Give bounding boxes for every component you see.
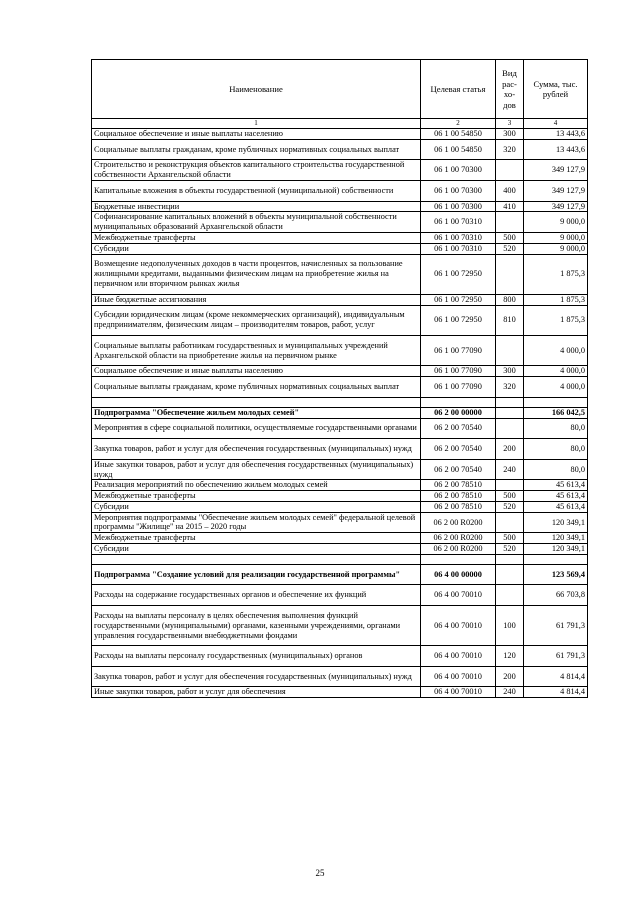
- row-sum-cell: 4 814,4: [524, 687, 588, 698]
- row-name-cell: Субсидии юридическим лицам (кроме некоммерческих организаций), индивидуальным предпринимателям, физическим лицам – производителям товаров, работ, услуг: [92, 305, 421, 335]
- row-code-cell: 06 2 00 78510: [421, 501, 496, 512]
- column-number: 3: [496, 119, 524, 129]
- row-sum-cell: 349 127,9: [524, 160, 588, 181]
- row-name-cell: Социальное обеспечение и иные выплаты населению: [92, 366, 421, 377]
- table-row: [92, 491, 588, 502]
- row-type-cell: [496, 480, 524, 491]
- row-code-cell: 06 1 00 54850: [421, 129, 496, 140]
- row-sum-cell: 1 875,3: [524, 294, 588, 305]
- row-code-cell: 06 2 00 70540: [421, 459, 496, 480]
- row-name-cell: Закупка товаров, работ и услуг для обеспечения государственных (муниципальных) нужд: [92, 666, 421, 687]
- table-row: [92, 377, 588, 398]
- row-name-cell: Социальное обеспечение и иные выплаты населению: [92, 129, 421, 140]
- row-type-cell: [496, 212, 524, 233]
- row-code-cell: 06 2 00 70540: [421, 439, 496, 460]
- table-row: [92, 646, 588, 667]
- row-name-cell: Мероприятия подпрограммы "Обеспечение жильем молодых семей" федеральной целевой программы "Жилище" на 2015 – 2020 годы: [92, 512, 421, 533]
- row-sum-cell: 45 613,4: [524, 480, 588, 491]
- row-code-cell: 06 2 00 70540: [421, 418, 496, 439]
- table-row: [92, 139, 588, 160]
- table-row: [92, 501, 588, 512]
- row-code-cell: 06 1 00 70300: [421, 201, 496, 212]
- table-row: [92, 232, 588, 243]
- row-type-cell: 520: [496, 243, 524, 254]
- row-name-cell: Субсидии: [92, 501, 421, 512]
- row-sum-cell: 9 000,0: [524, 232, 588, 243]
- row-type-cell: 810: [496, 305, 524, 335]
- row-sum-cell: 80,0: [524, 439, 588, 460]
- row-sum-cell: [524, 397, 588, 407]
- table-spacer-row: [92, 397, 588, 407]
- row-name-cell: Субсидии: [92, 243, 421, 254]
- row-name-cell: Расходы на выплаты персоналу государственных (муниципальных) органов: [92, 646, 421, 667]
- table-row: [92, 254, 588, 294]
- row-sum-cell: 349 127,9: [524, 201, 588, 212]
- column-number-row: [92, 119, 588, 129]
- row-sum-cell: 120 349,1: [524, 544, 588, 555]
- row-type-cell: [496, 554, 524, 564]
- row-code-cell: 06 4 00 70010: [421, 606, 496, 646]
- row-sum-cell: 9 000,0: [524, 212, 588, 233]
- row-sum-cell: 13 443,6: [524, 139, 588, 160]
- row-code-cell: 06 1 00 72950: [421, 254, 496, 294]
- row-type-cell: [496, 407, 524, 418]
- row-sum-cell: 1 875,3: [524, 305, 588, 335]
- row-code-cell: 06 1 00 70300: [421, 160, 496, 181]
- row-type-cell: 100: [496, 606, 524, 646]
- row-name-cell: Социальные выплаты гражданам, кроме публичных нормативных социальных выплат: [92, 139, 421, 160]
- row-code-cell: 06 1 00 70310: [421, 212, 496, 233]
- row-sum-cell: 61 791,3: [524, 606, 588, 646]
- row-type-cell: 120: [496, 646, 524, 667]
- row-name-cell: Возмещение недополученных доходов в части процентов, начисленных за пользование жилищными кредитами, выданными физическим лицам на приобретение жилья на первичном или вторичном рынках жилья: [92, 254, 421, 294]
- row-type-cell: [496, 397, 524, 407]
- header-code: Целевая статья: [421, 60, 496, 119]
- table-row: [92, 129, 588, 140]
- row-code-cell: 06 2 00 78510: [421, 480, 496, 491]
- row-type-cell: 520: [496, 544, 524, 555]
- table-row: [92, 366, 588, 377]
- row-name-cell: [92, 554, 421, 564]
- row-code-cell: 06 1 00 72950: [421, 294, 496, 305]
- row-name-cell: Социальные выплаты гражданам, кроме публичных нормативных социальных выплат: [92, 377, 421, 398]
- row-code-cell: 06 2 00 78510: [421, 491, 496, 502]
- row-name-cell: Подпрограмма "Создание условий для реализации государственной программы": [92, 564, 421, 585]
- row-type-cell: [496, 335, 524, 365]
- row-name-cell: Иные бюджетные ассигнования: [92, 294, 421, 305]
- row-type-cell: 520: [496, 501, 524, 512]
- header-name: Наименование: [92, 60, 421, 119]
- row-code-cell: 06 4 00 70010: [421, 646, 496, 667]
- table-row: [92, 544, 588, 555]
- row-sum-cell: 9 000,0: [524, 243, 588, 254]
- table-row: [92, 512, 588, 533]
- table-row: [92, 294, 588, 305]
- row-code-cell: 06 2 00 R0200: [421, 512, 496, 533]
- row-name-cell: Иные закупки товаров, работ и услуг для обеспечения государственных (муниципальных) нужд: [92, 459, 421, 480]
- row-sum-cell: 4 000,0: [524, 335, 588, 365]
- row-type-cell: 320: [496, 377, 524, 398]
- row-type-cell: 410: [496, 201, 524, 212]
- row-code-cell: 06 1 00 72950: [421, 305, 496, 335]
- row-type-cell: 240: [496, 687, 524, 698]
- row-sum-cell: 1 875,3: [524, 254, 588, 294]
- row-type-cell: [496, 585, 524, 606]
- row-type-cell: 300: [496, 366, 524, 377]
- row-name-cell: Бюджетные инвестиции: [92, 201, 421, 212]
- table-row: [92, 533, 588, 544]
- row-sum-cell: 166 042,5: [524, 407, 588, 418]
- budget-table: [91, 59, 588, 698]
- row-sum-cell: 120 349,1: [524, 533, 588, 544]
- row-type-cell: 500: [496, 491, 524, 502]
- table-row: [92, 243, 588, 254]
- row-name-cell: Социальные выплаты работникам государственных и муниципальных учреждений Архангельской области на приобретение жилья на первичном рынке: [92, 335, 421, 365]
- table-row: [92, 439, 588, 460]
- row-sum-cell: 13 443,6: [524, 129, 588, 140]
- row-sum-cell: 120 349,1: [524, 512, 588, 533]
- table-row: [92, 201, 588, 212]
- table-row: [92, 687, 588, 698]
- row-name-cell: Строительство и реконструкция объектов капитального строительства государственной собственности Архангельской области: [92, 160, 421, 181]
- table-row: [92, 666, 588, 687]
- row-sum-cell: 66 703,8: [524, 585, 588, 606]
- row-sum-cell: 123 569,4: [524, 564, 588, 585]
- row-type-cell: [496, 512, 524, 533]
- row-name-cell: Капитальные вложения в объекты государственной (муниципальной) собственности: [92, 180, 421, 201]
- page-number: 25: [315, 868, 325, 878]
- table-row: [92, 305, 588, 335]
- row-sum-cell: 4 000,0: [524, 366, 588, 377]
- budget-table-body: [92, 60, 588, 698]
- row-sum-cell: 4 000,0: [524, 377, 588, 398]
- row-code-cell: 06 2 00 00000: [421, 407, 496, 418]
- row-name-cell: Подпрограмма "Обеспечение жильем молодых семей": [92, 407, 421, 418]
- subprogram-row: [92, 407, 588, 418]
- table-spacer-row: [92, 554, 588, 564]
- row-code-cell: 06 1 00 54850: [421, 139, 496, 160]
- column-number: 1: [92, 119, 421, 129]
- row-name-cell: Софинансирование капитальных вложений в объекты муниципальной собственности муниципальных образований Архангельской области: [92, 212, 421, 233]
- row-code-cell: 06 4 00 00000: [421, 564, 496, 585]
- row-code-cell: 06 2 00 R0200: [421, 544, 496, 555]
- row-sum-cell: 80,0: [524, 459, 588, 480]
- header-sum: Сумма, тыс. рублей: [524, 60, 588, 119]
- table-row: [92, 335, 588, 365]
- row-code-cell: 06 1 00 70310: [421, 232, 496, 243]
- row-name-cell: Межбюджетные трансферты: [92, 232, 421, 243]
- row-code-cell: 06 4 00 70010: [421, 666, 496, 687]
- row-code-cell: 06 4 00 70010: [421, 585, 496, 606]
- row-type-cell: 320: [496, 139, 524, 160]
- row-type-cell: [496, 418, 524, 439]
- table-row: [92, 585, 588, 606]
- column-number: 2: [421, 119, 496, 129]
- row-sum-cell: 349 127,9: [524, 180, 588, 201]
- row-name-cell: Мероприятия в сфере социальной политики, осуществляемые государственными органами: [92, 418, 421, 439]
- table-row: [92, 480, 588, 491]
- row-sum-cell: 4 814,4: [524, 666, 588, 687]
- table-row: [92, 606, 588, 646]
- row-type-cell: [496, 160, 524, 181]
- row-type-cell: 400: [496, 180, 524, 201]
- row-name-cell: Закупка товаров, работ и услуг для обеспечения государственных (муниципальных) нужд: [92, 439, 421, 460]
- row-code-cell: 06 4 00 70010: [421, 687, 496, 698]
- row-name-cell: [92, 397, 421, 407]
- row-name-cell: Межбюджетные трансферты: [92, 533, 421, 544]
- row-type-cell: 500: [496, 533, 524, 544]
- row-name-cell: Расходы на содержание государственных органов и обеспечение их функций: [92, 585, 421, 606]
- row-type-cell: [496, 564, 524, 585]
- row-code-cell: 06 1 00 77090: [421, 366, 496, 377]
- row-sum-cell: 45 613,4: [524, 491, 588, 502]
- column-number: 4: [524, 119, 588, 129]
- row-type-cell: 200: [496, 439, 524, 460]
- table-row: [92, 459, 588, 480]
- table-row: [92, 418, 588, 439]
- row-type-cell: 500: [496, 232, 524, 243]
- row-sum-cell: [524, 554, 588, 564]
- row-name-cell: Реализация мероприятий по обеспечению жильем молодых семей: [92, 480, 421, 491]
- row-code-cell: [421, 397, 496, 407]
- table-header-row: [92, 60, 588, 119]
- row-sum-cell: 80,0: [524, 418, 588, 439]
- row-type-cell: 240: [496, 459, 524, 480]
- subprogram-row: [92, 564, 588, 585]
- row-code-cell: 06 1 00 70310: [421, 243, 496, 254]
- row-code-cell: 06 1 00 77090: [421, 335, 496, 365]
- row-code-cell: 06 1 00 70300: [421, 180, 496, 201]
- header-type: Вид рас-хо-дов: [496, 60, 524, 119]
- row-type-cell: 300: [496, 129, 524, 140]
- table-row: [92, 180, 588, 201]
- row-code-cell: [421, 554, 496, 564]
- row-code-cell: 06 1 00 77090: [421, 377, 496, 398]
- row-name-cell: Субсидии: [92, 544, 421, 555]
- row-name-cell: Расходы на выплаты персоналу в целях обеспечения выполнения функций государственными (муниципальными) органами, казенными учреждениями, органами управления государственными внебюджетными фондами: [92, 606, 421, 646]
- table-row: [92, 212, 588, 233]
- row-name-cell: Межбюджетные трансферты: [92, 491, 421, 502]
- row-type-cell: [496, 254, 524, 294]
- row-sum-cell: 61 791,3: [524, 646, 588, 667]
- row-sum-cell: 45 613,4: [524, 501, 588, 512]
- row-name-cell: Иные закупки товаров, работ и услуг для обеспечения: [92, 687, 421, 698]
- row-type-cell: 200: [496, 666, 524, 687]
- row-code-cell: 06 2 00 R0200: [421, 533, 496, 544]
- row-type-cell: 800: [496, 294, 524, 305]
- table-row: [92, 160, 588, 181]
